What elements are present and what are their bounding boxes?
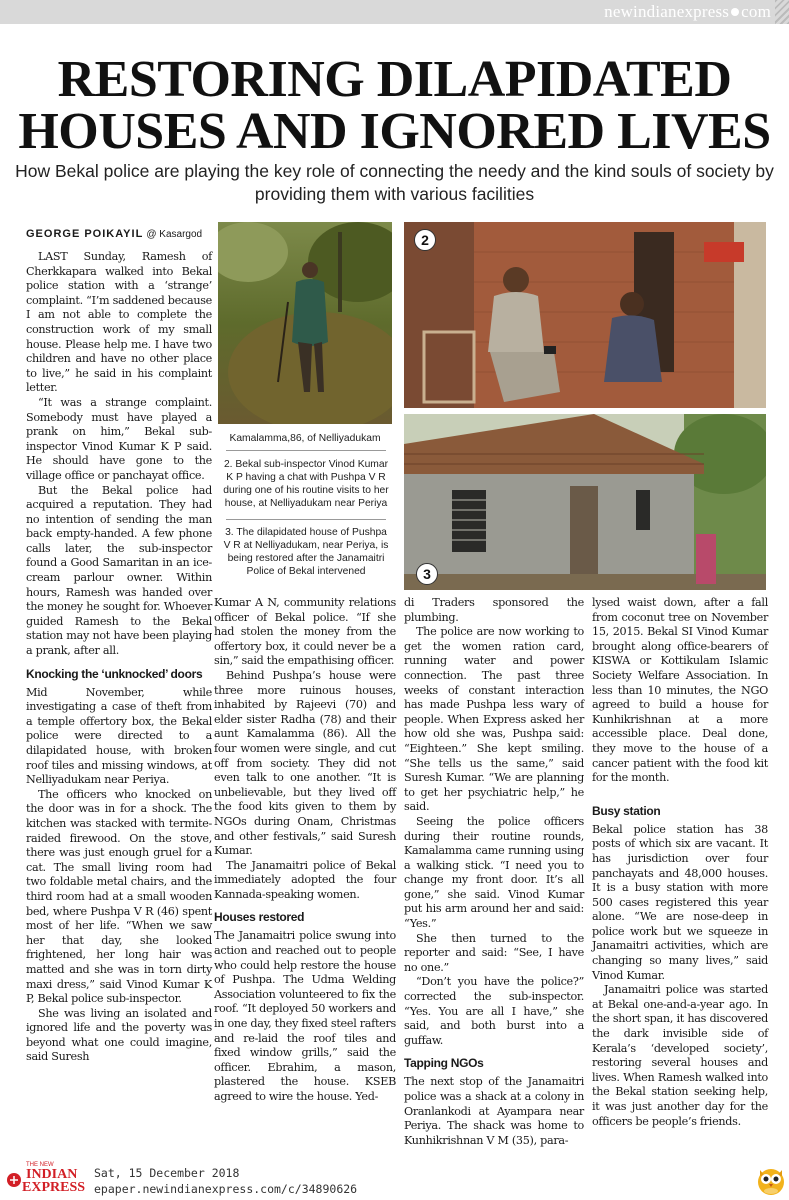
caption-photo-3: 3. The dilapidated house of Pushpa V R at Nelliyadukam, near Periya, is being restored after the Janamaitri Police of Bekal intervened	[223, 527, 389, 577]
epaper-url[interactable]: epaper.newindianexpress.com/c/34890626	[94, 1182, 358, 1196]
paragraph: Behind Pushpa’s house were three more ruinous houses, inhabited by Rajeevi (70) and elder sister Radha (78) and their aunt Kamalamma (86). All the four women were single, and cut off from society. They did not even talk to one another. “It is unbelievable, but they lived off the food kits given to them by NGOs during Onam, Christmas and other festivals,” said Suresh Kumar.	[214, 668, 396, 858]
edition-date: Sat, 15 December 2018	[94, 1166, 240, 1180]
photo-kamalamma-image	[218, 222, 392, 424]
photo-officer-chat[interactable]	[404, 222, 766, 408]
paragraph: The Janamaitri police of Bekal immediately adopted the four Kannada-speaking women.	[214, 858, 396, 901]
paragraph: Kumar A N, community relations officer of Bekal police. “If she had stolen the money from the offertory box, it could never be a sin,” said the empathising officer.	[214, 596, 396, 668]
paragraph: “It was a strange complaint. Somebody must have played a prank on him,” Bekal sub-inspector Vinod Kumar K P said. He should have gone to the village office or panchayat office.	[26, 395, 212, 482]
author-location: @ Kasargod	[146, 229, 203, 240]
paragraph: Janamaitri police was started at Bekal one-and-a-year ago. In the short span, it has discovered the dark invisible side of Kerala’s ‘developed society’, restoring several houses and lives. When Ramesh walked into the Bekal station seeking help, it was just another day for the officers be people’s friends.	[592, 983, 768, 1128]
logo-small-text: THE NEW	[26, 1162, 54, 1168]
subhead-busy-station: Busy station	[592, 803, 661, 818]
paragraph: The next stop of the Janamaitri police was a shack at a colony in Oranlankodi at Ayampara near Periya. The shack was home to Kunhikrishnan V M (35), para-	[404, 1075, 584, 1147]
author-name: GEORGE POIKAYIL	[26, 228, 144, 240]
deck: How Bekal police are playing the key role of connecting the needy and the kind souls of society by providing them with various facilities	[15, 161, 774, 204]
headline-line-2: HOUSES AND IGNORED LIVES	[18, 103, 771, 160]
site-name[interactable]	[604, 2, 771, 22]
paragraph: Mid November, while investigating a case of theft from a temple offertory box, the Bekal police were directed to a dilapidated house, with broken roof tiles and missing windows, at Nelliyadukam near Periya.	[26, 685, 212, 787]
site-suffix: com	[741, 2, 771, 21]
footer	[0, 1160, 789, 1200]
caption-divider	[226, 519, 386, 520]
column-1	[26, 250, 212, 1065]
paragraph: She was living an isolated and ignored life and the poverty was beyond what one could imagine, said Suresh	[26, 1006, 212, 1064]
photo-kamalamma[interactable]	[218, 222, 392, 424]
column-3	[404, 596, 584, 1148]
paragraph: The Janamaitri police swung into action and reached out to people who could help restore the house of Pushpa. The Udma Welding Association volunteered to fix the roof. “It deployed 50 workers and in one day, they fixed steel rafters and re-laid the roof tiles and fixed window grills,” said the officer. Ebrahim, a mason, plastered the house. KSEB agreed to wire the house. Yed-	[214, 929, 396, 1103]
paragraph: Bekal police station has 38 posts of which six are vacant. It has jurisdiction over four panchayats and 48,000 houses. It is a busy station with more 500 cases registered this year alone. “We are nose-deep in police work but we squeeze in Janamaitri activities, which are changing so many lives,” said Vinod Kumar.	[592, 822, 768, 982]
site-name-text: newindianexpress	[604, 2, 730, 21]
paragraph: Seeing the police officers during their routine rounds, Kamalamma came running using a walking stick. “I need you to change my front door. It’s all gone,” she said. Vinod Kumar put his arm around her and said: “Yes.”	[404, 814, 584, 931]
headline	[0, 51, 789, 160]
headline-line-1: RESTORING DILAPIDATED	[57, 51, 732, 108]
dot-icon	[731, 8, 739, 16]
paragraph: “Don’t you have the police?” corrected the sub-inspector. “Yes. You are all I have,” she said, and both burst into a guffaw.	[404, 975, 584, 1047]
column-4	[592, 596, 768, 1129]
footer-meta	[94, 1165, 357, 1197]
top-bar	[0, 0, 789, 24]
photo-house[interactable]	[404, 414, 766, 590]
photo-number-badge: 3	[416, 563, 438, 585]
caption-divider	[226, 450, 386, 451]
logo-line-1: INDIAN	[26, 1167, 78, 1182]
paragraph: The officers who knocked on the door was in for a shock. The kitchen was stacked with termite-raided firewood. On the stove, there was just enough gruel for a cat. The small living room had two foldable metal chairs, and the third room had at a small wooden bed, where Pushpa V R (46) spent most of her life. “When we saw her that day, she looked frightened, her long hair was matted and she was in torn dirty maxi dress,” said Vinod Kumar K P, Bekal police sub-inspector.	[26, 787, 212, 1006]
byline	[26, 228, 202, 240]
owl-icon[interactable]	[756, 1164, 786, 1196]
caption-photo-2: 2. Bekal sub-inspector Vinod Kumar K P having a chat with Pushpa V R during one of his routine visits to her house, at Nelliyadukam near Periya	[223, 459, 389, 509]
paragraph: lysed waist down, after a fall from coconut tree on November 15, 2015. Bekal SI Vinod Kumar brought along office-bearers of KISWA or Kottikulam Islamic Society Welfare Association. In less than 10 minutes, the NGO agreed to build a house for Kunhikrishnan at a more accessible place. Deal done, they move to the house of a cancer patient with the food kit for the month.	[592, 596, 768, 785]
paragraph: di Traders sponsored the plumbing.	[404, 596, 584, 624]
photo-house-image	[404, 414, 766, 590]
logo-line-2: EXPRESS	[22, 1180, 86, 1195]
subhead-tapping-ngos: Tapping NGOs	[404, 1056, 484, 1071]
column-2	[214, 596, 396, 1105]
paragraph: LAST Sunday, Ramesh of Cherkkapara walked into Bekal police station with a ‘strange’ complaint. “I’m saddened because I am not able to complete the construction work of my small house. Please help me. I have two children and have no other place to live,” he said in his complaint letter.	[26, 250, 212, 395]
photo-officer-chat-image	[404, 222, 766, 408]
subhead-knocking: Knocking the ‘unknocked’ doors	[26, 666, 203, 681]
subhead-houses-restored: Houses restored	[214, 910, 305, 925]
paragraph: But the Bekal police had acquired a reputation. They had no intention of sending the man back empty-handed. A few phone calls later, the sub-inspector found a Good Samaritan in an ice-cream parlour owner. Within hours, Ramesh was handed over the money he sought for. Whoever guided Ramesh to the Bekal station may not have been playing a prank, after all.	[26, 483, 212, 658]
paragraph: She then turned to the reporter and said: “See, I have no one.”	[404, 931, 584, 974]
caption-photo-1: Kamalamma,86, of Nelliyadukam	[229, 433, 381, 444]
stripe-decoration	[775, 0, 789, 24]
photo-number-badge: 2	[414, 229, 436, 251]
paragraph: The police are now working to get the women ration card, running water and power connection. The past three weeks of constant interaction has made Pushpa less wary of people. When Express asked her how old she was, Pushpa said: “Eighteen.” She kept smiling. “She tells us the same,” said Suresh Kumar. “We are planning to get her psychiatric help,” he said.	[404, 625, 584, 814]
